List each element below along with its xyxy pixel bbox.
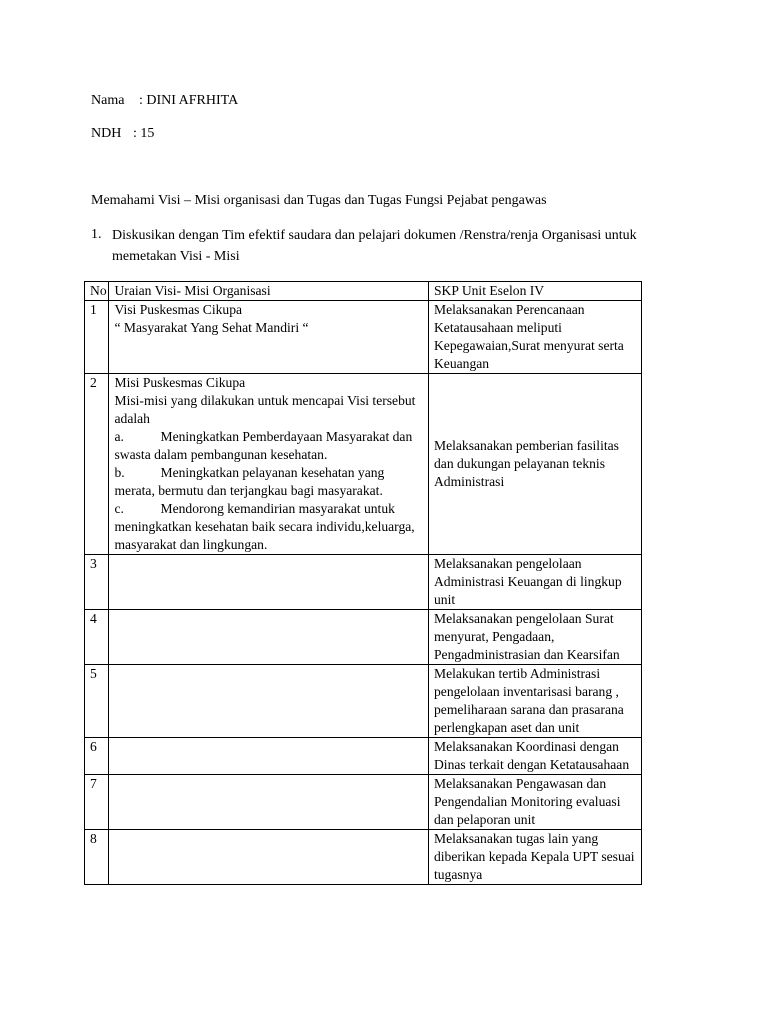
- row-no: 5: [85, 665, 109, 738]
- misi-intro: Misi-misi yang dilakukan untuk mencapai Visi tersebut adalah: [114, 393, 416, 426]
- row-uraian: [109, 738, 429, 775]
- row-skp: Melakukan tertib Administrasi pengelolaan inventarisasi barang , pemeliharaan sarana dan prasarana perlengkapan aset dan unit: [428, 665, 641, 738]
- misi-text: Meningkatkan Pemberdayaan Masyarakat dan swasta dalam pembangunan kesehatan.: [114, 429, 413, 462]
- nama-label: Nama: [91, 93, 125, 108]
- table-row: [85, 374, 642, 555]
- row-no: 1: [85, 301, 109, 374]
- misi-item: [114, 428, 423, 464]
- row-skp: Melaksanakan pemberian fasilitas dan dukungan pelayanan teknis Administrasi: [428, 374, 641, 555]
- intro-text: Memahami Visi – Misi organisasi dan Tugas dan Tugas Fungsi Pejabat pengawas: [91, 193, 547, 208]
- row-no: 3: [85, 555, 109, 610]
- misi-key: c.: [114, 501, 124, 516]
- ndh-line: [91, 126, 154, 142]
- table-row: [85, 775, 642, 830]
- visi-quote: “ Masyarakat Yang Sehat Mandiri “: [114, 320, 309, 335]
- row-no: 6: [85, 738, 109, 775]
- ndh-label: NDH: [91, 126, 122, 141]
- table-header-row: [85, 282, 642, 301]
- list-number: 1.: [91, 227, 102, 242]
- row-skp: Melaksanakan pengelolaan Surat menyurat, Pengadaan, Pengadministrasian dan Kearsifan: [428, 610, 641, 665]
- row-skp: Melaksanakan pengelolaan Administrasi Keuangan di lingkup unit: [428, 555, 641, 610]
- table-row: [85, 665, 642, 738]
- row-no: 4: [85, 610, 109, 665]
- header-skp: SKP Unit Eselon IV: [428, 282, 641, 301]
- nama-line: [91, 93, 238, 109]
- header-no: No: [85, 282, 109, 301]
- row-skp: Melaksanakan tugas lain yang diberikan kepada Kepala UPT sesuai tugasnya: [428, 830, 641, 885]
- misi-item: [114, 464, 423, 500]
- row-uraian: [109, 301, 429, 374]
- row-no: 2: [85, 374, 109, 555]
- row-skp: Melaksanakan Perencanaan Ketatausahaan meliputi Kepegawaian,Surat menyurat serta Keuangan: [428, 301, 641, 374]
- row-skp: Melaksanakan Koordinasi dengan Dinas terkait dengan Ketatausahaan: [428, 738, 641, 775]
- row-no: 7: [85, 775, 109, 830]
- table-row: [85, 830, 642, 885]
- table-row: [85, 555, 642, 610]
- row-uraian: [109, 555, 429, 610]
- table-row: [85, 610, 642, 665]
- ndh-value: : 15: [133, 126, 155, 141]
- misi-title: Misi Puskesmas Cikupa: [114, 375, 246, 390]
- row-skp: Melaksanakan Pengawasan dan Pengendalian Monitoring evaluasi dan pelaporan unit: [428, 775, 641, 830]
- row-uraian: [109, 665, 429, 738]
- row-uraian: [109, 374, 429, 555]
- row-uraian: [109, 830, 429, 885]
- list-text: Diskusikan dengan Tim efektif saudara dan pelajari dokumen /Renstra/renja Organisasi untuk memetakan Visi - Misi: [112, 228, 637, 264]
- misi-text: Mendorong kemandirian masyarakat untuk meningkatkan kesehatan baik secara individu,keluarga, masyarakat dan lingkungan.: [114, 501, 415, 552]
- row-uraian: [109, 775, 429, 830]
- table-row: [85, 738, 642, 775]
- visi-title: Visi Puskesmas Cikupa: [114, 302, 243, 317]
- misi-text: Meningkatkan pelayanan kesehatan yang merata, bermutu dan terjangkau bagi masyarakat.: [114, 465, 385, 498]
- row-uraian: [109, 610, 429, 665]
- row-no: 8: [85, 830, 109, 885]
- nama-value: : DINI AFRHITA: [139, 93, 239, 108]
- misi-key: a.: [114, 429, 124, 444]
- misi-key: b.: [114, 465, 125, 480]
- misi-item: [114, 500, 423, 554]
- header-uraian: Uraian Visi- Misi Organisasi: [109, 282, 429, 301]
- visi-misi-table: [84, 281, 642, 885]
- table-row: [85, 301, 642, 374]
